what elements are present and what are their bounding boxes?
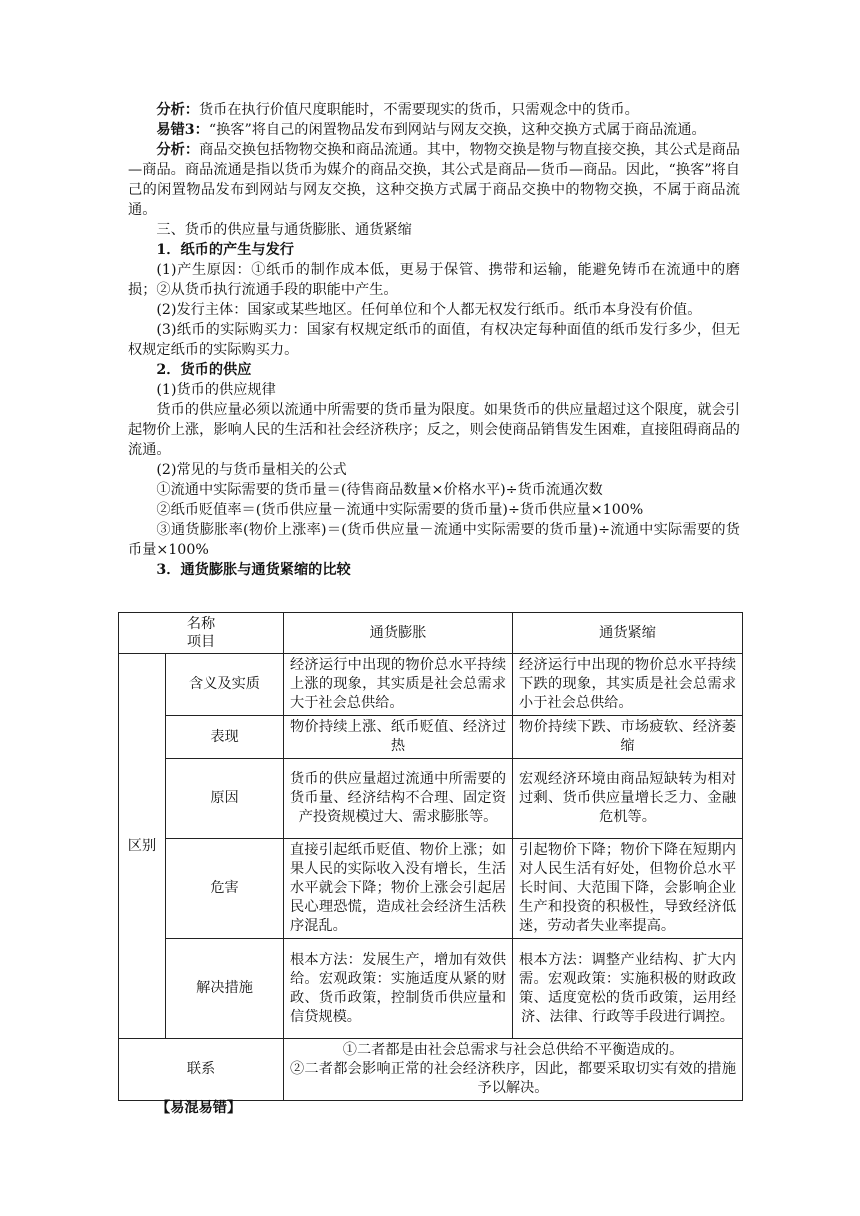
subsection-item: (2)发行主体：国家或某些地区。任何单位和个人都无权发行纸币。纸币本身没有价值。 <box>156 302 702 318</box>
formula: ①流通中实际需要的货币量＝(待售商品数量×价格水平)÷货币流通次数 <box>156 482 603 498</box>
subsection-heading-2: 2．货币的供应 <box>156 362 252 378</box>
header-corner-cell <box>119 613 284 654</box>
subsection-item: (1)产生原因：①纸币的制作成本低，更易于保管、携带和运输，能避免铸币在流通中的磨损；②从货币执行流通手段的职能中产生。 <box>128 262 740 298</box>
inflation-cell: 直接引起纸币贬值、物价上涨；如果人民的实际收入没有增长，生活水平就会下降；物价上涨会引起居民心理恐慌，造成社会经济生活秩序混乱。 <box>284 839 513 939</box>
error-text: “换客”将自己的闲置物品发布到网站与网友交换，这种交换方式属于商品流通。 <box>208 122 706 138</box>
subsection-heading-3: 3．通货膨胀与通货紧缩的比较 <box>156 562 351 578</box>
row-label: 原因 <box>166 759 284 839</box>
deflation-cell: 宏观经济环境由商品短缺转为相对过剩、货币供应量增长乏力、金融危机等。 <box>513 759 743 839</box>
analysis-text: 商品交换包括物物交换和商品流通。其中，物物交换是物与物直接交换，其公式是商品—商品。商品流通是指以货币为媒介的商品交换，其公式是商品—货币—商品。因此，“换客”将自己的闲置物品发布到网站与网友交换，这种交换方式属于商品交换中的物物交换，不属于商品流通。 <box>128 142 740 218</box>
analysis-text: 货币在执行价值尺度职能时，不需要现实的货币，只需观念中的货币。 <box>198 102 639 118</box>
body-text <box>128 100 740 580</box>
table-row-link <box>119 1039 743 1101</box>
table-row <box>119 839 743 939</box>
row-label: 危害 <box>166 839 284 939</box>
inflation-cell: 根本方法：发展生产，增加有效供给。宏观政策：实施适度从紧的财政、货币政策，控制货币供应量和信贷规模。 <box>284 939 513 1039</box>
link-text-2: ②二者都会影响正常的社会经济秩序，因此，都要采取切实有效的措施予以解决。 <box>290 1061 737 1096</box>
row-label: 解决措施 <box>166 939 284 1039</box>
analysis-label: 分析： <box>156 102 199 118</box>
error-paragraph-3 <box>128 120 740 140</box>
formula: ③通货膨胀率(物价上涨率)＝(货币供应量－流通中实际需要的货币量)÷流通中实际需要的货币量×100% <box>128 522 740 558</box>
table-row <box>119 654 743 716</box>
row-label: 表现 <box>166 716 284 759</box>
table-row <box>119 759 743 839</box>
row-label: 含义及实质 <box>166 654 284 716</box>
subsection-item: (1)货币的供应规律 <box>156 382 276 398</box>
link-text-1: ①二者都是由社会总需求与社会总供给不平衡造成的。 <box>342 1042 684 1058</box>
analysis-label: 分析： <box>156 142 200 158</box>
inflation-cell: 货币的供应量超过流通中所需要的货币量、经济结构不合理、固定资产投资规模过大、需求膨胀等。 <box>284 759 513 839</box>
inflation-cell: 物价持续上涨、纸币贬值、经济过热 <box>284 716 513 759</box>
row-label-link: 联系 <box>119 1039 284 1101</box>
header-item-label: 项目 <box>186 634 216 650</box>
deflation-cell: 引起物价下降；物价下降在短期内对人民生活有好处，但物价总水平长时间、大范围下降，会影响企业生产和投资的积极性，导致经济低迷，劳动者失业率提高。 <box>513 839 743 939</box>
header-name-label: 名称 <box>186 616 216 632</box>
table-row <box>119 716 743 759</box>
subsection-item: 货币的供应量必须以流通中所需要的货币量为限度。如果货币的供应量超过这个限度，就会引起物价上涨，影响人民的生活和社会经济秩序；反之，则会使商品销售发生困难，直接阻碍商品的流通。 <box>128 402 740 458</box>
link-cell <box>284 1039 743 1101</box>
deflation-cell: 根本方法：调整产业结构、扩大内需。宏观政策：实施积极的财政政策、适度宽松的货币政策，运用经济、法律、行政等手段进行调控。 <box>513 939 743 1039</box>
analysis-paragraph-2 <box>128 140 740 220</box>
subsection-item: (2)常见的与货币量相关的公式 <box>156 462 347 478</box>
deflation-cell: 经济运行中出现的物价总水平持续下跌的现象，其实质是社会总需求小于社会总供给。 <box>513 654 743 716</box>
inflation-cell: 经济运行中出现的物价总水平持续上涨的现象，其实质是社会总需求大于社会总供给。 <box>284 654 513 716</box>
easily-confused-heading: 【易混易错】 <box>156 1100 242 1116</box>
deflation-cell: 物价持续下跌、市场疲软、经济萎缩 <box>513 716 743 759</box>
analysis-paragraph-1 <box>128 100 740 120</box>
error-label: 易错3： <box>156 122 209 138</box>
comparison-table <box>118 612 743 1101</box>
header-deflation: 通货紧缩 <box>513 613 743 654</box>
table-header-row <box>119 613 743 654</box>
group-label-difference: 区别 <box>119 654 166 1039</box>
header-inflation: 通货膨胀 <box>284 613 513 654</box>
formula: ②纸币贬值率＝(货币供应量－流通中实际需要的货币量)÷货币供应量×100% <box>156 502 644 518</box>
section-heading: 三、货币的供应量与通货膨胀、通货紧缩 <box>156 222 412 238</box>
subsection-heading-1: 1．纸币的产生与发行 <box>156 242 294 258</box>
subsection-item: (3)纸币的实际购买力：国家有权规定纸币的面值，有权决定每种面值的纸币发行多少，但无权规定纸币的实际购买力。 <box>128 322 740 358</box>
table-row <box>119 939 743 1039</box>
